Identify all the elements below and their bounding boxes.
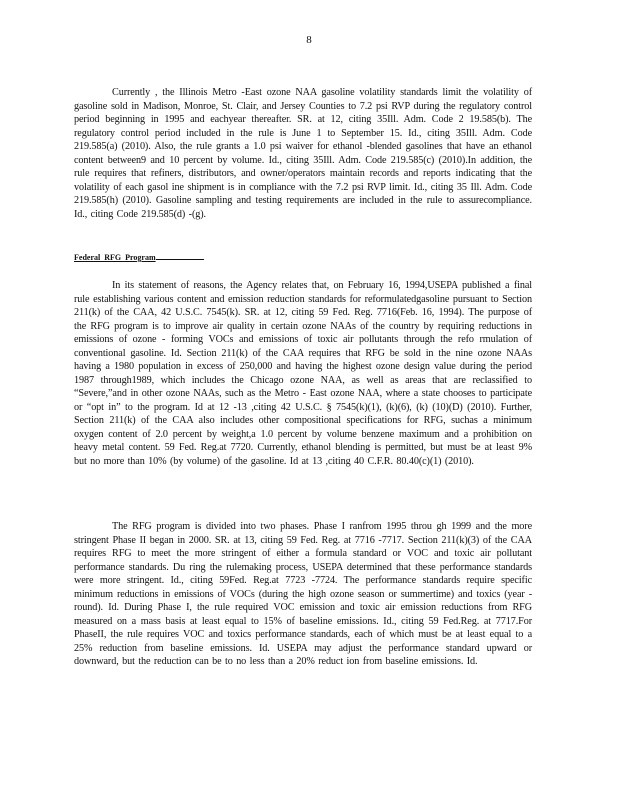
section-heading-text: Federal RFG Program — [74, 253, 156, 262]
section-heading — [74, 253, 204, 262]
paragraph-rfg-statement: In its statement of reasons, the Agency relates that, on February 16, 1994,USEPA published a final rule establishing various content and emission reduction standards for reformulatedgasoline pursuant to Section 211(k) of the CAA, 42 U.S.C. 7545(k). SR. at 12, citing 59 Fed. Reg. 7716(Feb. 16, 1994). The purpose of the RFG program is to improve air quality in certain ozone NAAs of the country by requiring reductions in emissions of ozone - forming VOCs and emissions of toxic air pollutants through the refo rmulation of conventional gasoline. Id. Section 211(k) of the CAA requires that RFG be sold in the nine ozone NAAs having a 1980 population in excess of 250,000 and having the highest ozone design value during the period 1987 through1989, which includes the Chicago ozone NAA, as well as areas that are reclassified to “Severe,”and in other ozone NAAs, such as the Metro - East ozone NAA, where a state chooses to participate or “opt in” to the program. Id at 12 -13 ,citing 42 U.S.C. § 7545(k)(1), (k)(6), (k) (10)(D) (2010). Further, Section 211(k) of the CAA also includes other compositional specifications for RFG, suchas a minimum oxygen content of 2.0 percent by weight,a 1.0 percent by volume benzene maximum and a prohibition on heavy metal content. 59 Fed. Reg.at 7720. Currently, ethanol blending is permitted, but must be at least 9% but no more than 10% (by volume) of the gasoline. Id at 13 ,citing 40 C.F.R. 80.40(c)(1) (2010). — [74, 280, 532, 467]
page-number: 8 — [306, 34, 312, 46]
heading-underline-rule — [156, 259, 204, 260]
paragraph-volatility-standards: Currently , the Illinois Metro -East ozone NAA gasoline volatility standards limit the volatility of gasoline sold in Madison, Monroe, St. Clair, and Jersey Counties to 7.2 psi RVP during the regulatory control period beginning in 1995 and eachyear thereafter. SR. at 12, citing 35Ill. Adm. Code 2 19.585(b). The regulatory control period included in the rule is June 1 to September 15. Id., citing 35Ill. Adm. Code 219.585(a) (2010). Also, the rule grants a 1.0 psi waiver for ethanol -blended gasolines that have an ethanol content between9 and 10 percent by volume. Id., citing 35Ill. Adm. Code 219.585(c) (2010).In addition, the rule requires that refiners, distributors, and owner/operators maintain records and reports indicating that the volatility of each gasol ine shipment is in compliance with the 7.2 psi RVP limit. Id., citing 35 Ill. Adm. Code 219.585(h) (2010). Gasoline sampling and testing requirements are included in the rule to assurecompliance. Id., citing Code 219.585(d) -(g). — [74, 87, 532, 220]
paragraph-rfg-phases: The RFG program is divided into two phases. Phase I ranfrom 1995 throu gh 1999 and the more stringent Phase II began in 2000. SR. at 13, citing 59 Fed. Reg. at 7716 -7717. Section 211(k)(3) of the CAA requires RFG to meet the more stringent of either a formula standard or VOC and toxic air pollutant performance standards. Du ring the rulemaking process, USEPA determined that these performance standards were more stringent. Id., citing 59Fed. Reg.at 7723 -7724. The performance standards require specific minimum reductions in emissions of VOCs (during the high ozone season or summertime) and toxics (year - round). Id. During Phase I, the rule required VOC emission and toxic air emission reductions from RFG measured on a mass basis at least equal to 15% of baseline emissions. Id., citing 59 Fed.Reg. at 7717.For PhaseII, the rule requires VOC and toxics performance standards, each of which must be at least equal to a 25% reduction from baseline emissions. Id. USEPA may adjust the performance standard upward or downward, but the reduction can be to no less than a 20% reduct ion from baseline emissions. Id. — [74, 521, 532, 667]
